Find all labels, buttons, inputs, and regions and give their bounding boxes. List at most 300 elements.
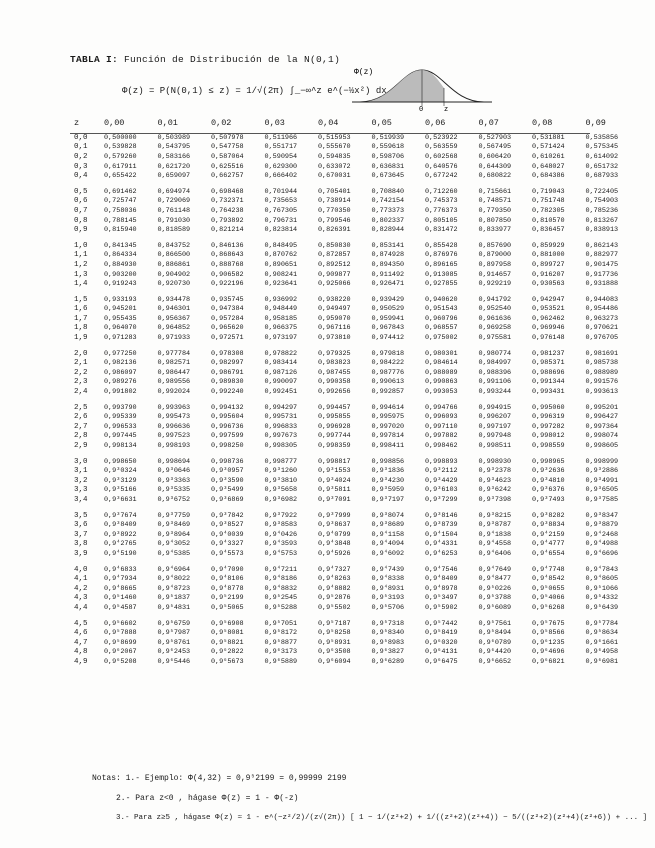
z-value: 3,5: [74, 511, 88, 520]
probability-cell: 0,9⁶5208: [104, 657, 137, 666]
probability-cell: 0,998250: [211, 442, 244, 451]
z-value: 1,1: [74, 251, 88, 260]
probability-cell: 0,807850: [478, 216, 512, 225]
probability-cell: 0,978822: [264, 349, 298, 358]
probability-cell: 0,9³7674: [104, 511, 137, 520]
probability-cell: 0,9⁴7546: [425, 565, 458, 574]
probability-cell: 0,9⁴5573: [211, 549, 244, 558]
probability-cell: 0,998650: [104, 457, 137, 466]
probability-cell: 0,9³7999: [318, 511, 351, 520]
probability-cell: 0,9⁵7187: [318, 619, 351, 628]
probability-cell: 0,971283: [104, 334, 137, 343]
probability-cell: 0,9⁴2765: [104, 540, 137, 549]
probability-cell: 0,899727: [532, 260, 565, 269]
probability-cell: 0,998856: [371, 457, 405, 466]
z-value: 3,3: [74, 486, 88, 495]
probability-cell: 0,779350: [478, 206, 512, 215]
probability-cell: 0,9⁵0655: [532, 584, 565, 593]
probability-cell: 0,997599: [211, 432, 244, 441]
probability-cell: 0,975581: [478, 334, 512, 343]
probability-cell: 0,742154: [371, 197, 405, 206]
probability-cell: 0,997282: [532, 422, 565, 431]
probability-cell: 0,9³7091: [318, 495, 351, 504]
probability-cell: 0,9⁴3052: [157, 540, 191, 549]
probability-cell: 0,9³3129: [104, 476, 137, 485]
probability-cell: 0,677242: [425, 172, 458, 181]
probability-cell: 0,9³8787: [478, 521, 512, 530]
probability-cell: 0,979325: [318, 349, 351, 358]
probability-cell: 0,691462: [104, 187, 137, 196]
probability-cell: 0,988696: [532, 368, 565, 377]
normal-curve-figure: [352, 62, 492, 112]
probability-cell: 0,972571: [211, 334, 244, 343]
probability-cell: 0,9⁴3593: [264, 540, 298, 549]
probability-cell: 0,989556: [157, 378, 191, 387]
probability-cell: 0,9³6869: [211, 495, 244, 504]
probability-cell: 0,988989: [585, 368, 619, 377]
title-label: TABLA I:: [70, 54, 119, 65]
probability-cell: 0,848495: [264, 241, 298, 250]
probability-cell: 0,983823: [318, 359, 351, 368]
probability-cell: 0,579260: [104, 152, 137, 161]
probability-cell: 0,722405: [585, 187, 619, 196]
probability-cell: 0,982136: [104, 359, 137, 368]
z-value: 0,8: [74, 216, 88, 225]
probability-cell: 0,935745: [211, 295, 244, 304]
table-row: [74, 574, 639, 584]
probability-cell: 0,987776: [371, 368, 405, 377]
probability-cell: 0,9⁶4420: [478, 648, 512, 657]
table-row: [74, 422, 639, 432]
probability-cell: 0,866500: [157, 251, 191, 260]
probability-cell: 0,994132: [211, 403, 244, 412]
z-value: 4,9: [74, 657, 88, 666]
probability-cell: 0,9⁶2822: [211, 648, 244, 657]
probability-cell: 0,938220: [318, 295, 351, 304]
probability-cell: 0,998511: [478, 442, 512, 451]
probability-cell: 0,9⁴1504: [425, 530, 458, 539]
probability-cell: 0,9³2112: [425, 467, 458, 476]
probability-cell: 0,996427: [585, 413, 619, 422]
probability-cell: 0,791030: [157, 216, 191, 225]
probability-cell: 0,9⁴8832: [264, 584, 298, 593]
probability-cell: 0,933193: [104, 295, 137, 304]
probability-cell: 0,9⁴7327: [318, 565, 351, 574]
probability-cell: 0,9⁴2468: [585, 530, 619, 539]
table-row: [74, 378, 639, 388]
probability-cell: 0,9⁶6289: [371, 657, 405, 666]
probability-cell: 0,982997: [211, 359, 244, 368]
probability-cell: 0,575345: [585, 143, 619, 152]
probability-cell: 0,9⁴2159: [532, 530, 565, 539]
probability-cell: 0,815940: [104, 226, 137, 235]
probability-cell: 0,868643: [211, 251, 244, 260]
probability-cell: 0,9⁴6253: [425, 549, 458, 558]
probability-cell: 0,959941: [371, 314, 405, 323]
probability-cell: 0,9⁵7675: [532, 619, 565, 628]
probability-cell: 0,9⁵2199: [211, 594, 244, 603]
probability-cell: 0,951543: [425, 305, 458, 314]
probability-cell: 0,9³3590: [211, 476, 244, 485]
table-row: [74, 412, 639, 422]
probability-cell: 0,925066: [318, 280, 351, 289]
table-row: [74, 279, 639, 289]
probability-cell: 0,996833: [264, 422, 298, 431]
probability-cell: 0,9⁴7649: [478, 565, 512, 574]
probability-cell: 0,9³4623: [478, 476, 512, 485]
probability-cell: 0,9⁵8634: [585, 629, 619, 638]
probability-cell: 0,9⁴8778: [211, 584, 244, 593]
probability-cell: 0,9⁴4988: [585, 540, 619, 549]
probability-cell: 0,9³6982: [264, 495, 298, 504]
probability-cell: 0,701944: [264, 187, 298, 196]
probability-cell: 0,998012: [532, 432, 565, 441]
table-row: [74, 520, 639, 530]
probability-cell: 0,982571: [157, 359, 191, 368]
probability-cell: 0,9⁴8409: [425, 575, 458, 584]
probability-cell: 0,973197: [264, 334, 298, 343]
probability-cell: 0,9⁴6833: [104, 565, 137, 574]
probability-cell: 0,872857: [318, 251, 351, 260]
probability-cell: 0,802337: [371, 216, 405, 225]
probability-cell: 0,9³7493: [532, 495, 565, 504]
probability-cell: 0,9⁴6092: [371, 549, 405, 558]
probability-cell: 0,9⁴8978: [425, 584, 458, 593]
probability-cell: 0,788145: [104, 216, 137, 225]
probability-cell: 0,9⁶4696: [532, 648, 565, 657]
z-value: 4,1: [74, 575, 88, 584]
probability-cell: 0,876976: [425, 251, 458, 260]
probability-cell: 0,673645: [371, 172, 405, 181]
probability-cell: 0,9⁶1661: [585, 638, 619, 647]
probability-cell: 0,994297: [264, 403, 298, 412]
probability-cell: 0,980301: [425, 349, 458, 358]
probability-cell: 0,958185: [264, 314, 298, 323]
probability-cell: 0,996928: [318, 422, 351, 431]
probability-cell: 0,995604: [211, 413, 244, 422]
column-header: 0,09: [585, 118, 606, 128]
z-value: 3,6: [74, 521, 88, 530]
z-value: 0,5: [74, 187, 88, 196]
probability-cell: 0,754903: [585, 197, 619, 206]
probability-cell: 0,993790: [104, 403, 137, 412]
probability-cell: 0,9³7842: [211, 511, 244, 520]
probability-cell: 0,9³8347: [585, 511, 619, 520]
table-row: [74, 638, 639, 648]
table-row: [74, 584, 639, 594]
probability-cell: 0,997814: [371, 432, 405, 441]
probability-cell: 0,853141: [371, 241, 405, 250]
probability-cell: 0,9³6631: [104, 495, 137, 504]
probability-cell: 0,793892: [211, 216, 244, 225]
cdf-formula: Φ(z) = P(N(0,1) ≤ z) = 1/√(2π) ∫_−∞^z e^(−½x²) dx: [122, 86, 387, 96]
probability-cell: 0,9³2886: [585, 467, 619, 476]
probability-cell: 0,9⁵5065: [211, 603, 244, 612]
probability-cell: 0,555670: [318, 143, 351, 152]
probability-cell: 0,507978: [211, 133, 244, 142]
z-value: 2,6: [74, 413, 88, 422]
probability-cell: 0,990863: [425, 378, 458, 387]
probability-cell: 0,651732: [585, 162, 619, 171]
probability-cell: 0,9⁶3827: [371, 648, 405, 657]
probability-cell: 0,9³8146: [425, 511, 458, 520]
probability-cell: 0,9³6103: [425, 486, 458, 495]
probability-cell: 0,993053: [425, 388, 458, 397]
z-value: 2,0: [74, 349, 88, 358]
probability-cell: 0,995060: [532, 403, 565, 412]
probability-cell: 0,970621: [585, 324, 619, 333]
probability-cell: 0,9⁵7987: [157, 629, 191, 638]
z-value: 0,0: [74, 133, 88, 142]
z-value: 4,5: [74, 619, 88, 628]
z-value: 1,9: [74, 334, 88, 343]
probability-cell: 0,988396: [478, 368, 512, 377]
probability-cell: 0,799546: [318, 216, 351, 225]
probability-cell: 0,9⁵8761: [157, 638, 191, 647]
probability-cell: 0,984997: [478, 359, 512, 368]
probability-cell: 0,922196: [211, 280, 244, 289]
probability-cell: 0,9⁶2453: [157, 648, 191, 657]
z-value: 2,5: [74, 403, 88, 412]
z-value: 0,3: [74, 162, 88, 171]
table-row: [74, 358, 639, 368]
probability-cell: 0,9⁵2545: [264, 594, 298, 603]
probability-cell: 0,9⁵8566: [532, 629, 565, 638]
z-value: 4,7: [74, 638, 88, 647]
probability-cell: 0,955435: [104, 314, 137, 323]
probability-cell: 0,9³7585: [585, 495, 619, 504]
probability-cell: 0,732371: [211, 197, 244, 206]
probability-cell: 0,989830: [211, 378, 244, 387]
probability-cell: 0,949497: [318, 305, 351, 314]
probability-cell: 0,705401: [318, 187, 351, 196]
probability-cell: 0,9⁵5502: [318, 603, 351, 612]
probability-cell: 0,9⁶6094: [318, 657, 351, 666]
probability-cell: 0,998559: [532, 442, 565, 451]
probability-cell: 0,998736: [211, 457, 244, 466]
probability-cell: 0,831472: [425, 226, 458, 235]
z-value: 1,3: [74, 270, 88, 279]
probability-cell: 0,621720: [157, 162, 191, 171]
probability-cell: 0,9³8583: [264, 521, 298, 530]
table-row: [74, 197, 639, 207]
probability-cell: 0,948449: [264, 305, 298, 314]
table-row: [74, 162, 639, 172]
probability-cell: 0,984222: [371, 359, 405, 368]
probability-cell: 0,9⁵7442: [425, 619, 458, 628]
probability-cell: 0,9⁴5385: [157, 549, 191, 558]
probability-cell: 0,911492: [371, 270, 405, 279]
column-header: 0,08: [532, 118, 553, 128]
probability-cell: 0,864334: [104, 251, 137, 260]
probability-cell: 0,855428: [425, 241, 458, 250]
probability-cell: 0,979818: [371, 349, 405, 358]
probability-cell: 0,968557: [425, 324, 458, 333]
probability-cell: 0,9³8689: [371, 521, 405, 530]
probability-cell: 0,997948: [478, 432, 512, 441]
probability-cell: 0,995855: [318, 413, 351, 422]
probability-cell: 0,906582: [211, 270, 244, 279]
probability-cell: 0,927855: [425, 280, 458, 289]
probability-cell: 0,959070: [318, 314, 351, 323]
z-value: 3,7: [74, 530, 88, 539]
table-row: [74, 441, 639, 451]
probability-cell: 0,894350: [371, 260, 405, 269]
probability-cell: 0,992024: [157, 388, 191, 397]
probability-cell: 0,882977: [585, 251, 619, 260]
probability-cell: 0,896165: [425, 260, 458, 269]
probability-cell: 0,644309: [478, 162, 512, 171]
probability-cell: 0,9⁴8542: [532, 575, 565, 584]
probability-cell: 0,997445: [104, 432, 137, 441]
probability-cell: 0,9⁴7211: [264, 565, 298, 574]
zero-label: 0: [419, 106, 424, 112]
probability-cell: 0,9⁶4958: [585, 648, 619, 657]
probability-cell: 0,986097: [104, 368, 137, 377]
probability-cell: 0,9⁴8186: [264, 575, 298, 584]
column-header: 0,01: [157, 118, 178, 128]
z-value: 1,6: [74, 305, 88, 314]
probability-cell: 0,9⁵8931: [318, 638, 351, 647]
probability-cell: 0,874928: [371, 251, 405, 260]
probability-cell: 0,995473: [157, 413, 191, 422]
table-row: [74, 565, 639, 575]
probability-cell: 0,9⁶5446: [157, 657, 191, 666]
probability-cell: 0,712260: [425, 187, 458, 196]
z-value: 2,3: [74, 378, 88, 387]
probability-cell: 0,981691: [585, 349, 619, 358]
probability-cell: 0,994457: [318, 403, 351, 412]
probability-cell: 0,583166: [157, 152, 191, 161]
z-value: 1,4: [74, 280, 88, 289]
probability-cell: 0,967843: [371, 324, 405, 333]
probability-cell: 0,993244: [478, 388, 512, 397]
z-header: z: [74, 118, 80, 128]
probability-cell: 0,9⁵6759: [157, 619, 191, 628]
z-value: 2,1: [74, 359, 88, 368]
probability-cell: 0,9⁴8106: [211, 575, 244, 584]
table-row: [74, 603, 639, 613]
z-value: 1,0: [74, 241, 88, 250]
probability-cell: 0,9³1836: [371, 467, 405, 476]
probability-cell: 0,694974: [157, 187, 191, 196]
probability-cell: 0,9³5811: [318, 486, 351, 495]
probability-cell: 0,670031: [318, 172, 351, 181]
probability-cell: 0,929219: [478, 280, 512, 289]
probability-cell: 0,944083: [585, 295, 619, 304]
probability-cell: 0,884930: [104, 260, 137, 269]
probability-cell: 0,725747: [104, 197, 137, 206]
probability-cell: 0,916207: [532, 270, 565, 279]
probability-cell: 0,9³8964: [157, 530, 191, 539]
probability-cell: 0,9³7759: [157, 511, 191, 520]
table-row: [74, 260, 639, 270]
probability-cell: 0,531881: [532, 133, 565, 142]
probability-cell: 0,957284: [211, 314, 244, 323]
probability-cell: 0,9⁵8699: [104, 638, 137, 647]
probability-cell: 0,543795: [157, 143, 191, 152]
z-value: 2,4: [74, 388, 88, 397]
probability-cell: 0,559618: [371, 143, 405, 152]
z-value: 4,3: [74, 594, 88, 603]
z-value: 4,6: [74, 629, 88, 638]
probability-cell: 0,602568: [425, 152, 458, 161]
probability-cell: 0,997197: [478, 422, 512, 431]
table-row: [74, 540, 639, 550]
probability-cell: 0,995975: [371, 413, 405, 422]
probability-cell: 0,551717: [264, 143, 298, 152]
probability-cell: 0,9³8834: [532, 521, 565, 530]
probability-cell: 0,9⁵7888: [104, 629, 137, 638]
probability-cell: 0,9³4429: [425, 476, 458, 485]
z-value: 1,7: [74, 314, 88, 323]
phi-label: Φ(z): [354, 68, 374, 77]
probability-cell: 0,991344: [532, 378, 565, 387]
probability-cell: 0,997110: [425, 422, 458, 431]
probability-cell: 0,998411: [371, 442, 405, 451]
z-value: 1,2: [74, 260, 88, 269]
probability-cell: 0,9⁴7090: [211, 565, 244, 574]
z-value: 4,4: [74, 603, 88, 612]
probability-cell: 0,940620: [425, 295, 458, 304]
probability-cell: 0,810570: [532, 216, 565, 225]
probability-cell: 0,9⁴4331: [425, 540, 458, 549]
probability-cell: 0,963273: [585, 314, 619, 323]
z-value: 0,6: [74, 197, 88, 206]
probability-cell: 0,9³5166: [104, 486, 137, 495]
probability-cell: 0,984614: [425, 359, 458, 368]
probability-cell: 0,9³7398: [478, 495, 512, 504]
probability-cell: 0,9⁴6406: [478, 549, 512, 558]
probability-cell: 0,761148: [157, 206, 191, 215]
probability-cell: 0,986447: [157, 368, 191, 377]
probability-cell: 0,776373: [425, 206, 458, 215]
probability-cell: 0,9³2636: [532, 467, 565, 476]
table-row: [74, 295, 639, 305]
column-header: 0,07: [478, 118, 499, 128]
probability-cell: 0,659097: [157, 172, 191, 181]
probability-cell: 0,881000: [532, 251, 565, 260]
probability-cell: 0,625516: [211, 162, 244, 171]
probability-cell: 0,680822: [478, 172, 512, 181]
probability-cell: 0,990358: [318, 378, 351, 387]
table-row: [74, 457, 639, 467]
table-title: [70, 54, 340, 65]
probability-cell: 0,9⁴1158: [371, 530, 405, 539]
probability-cell: 0,987455: [318, 368, 351, 377]
probability-cell: 0,996736: [211, 422, 244, 431]
table-row: [74, 648, 639, 658]
probability-cell: 0,985371: [532, 359, 565, 368]
probability-cell: 0,590954: [264, 152, 298, 161]
probability-cell: 0,511966: [264, 133, 298, 142]
probability-cell: 0,998605: [585, 442, 619, 451]
probability-cell: 0,931888: [585, 280, 619, 289]
probability-cell: 0,945201: [104, 305, 137, 314]
z-value: 4,8: [74, 648, 88, 657]
probability-cell: 0,687933: [585, 172, 619, 181]
probability-cell: 0,9⁴8338: [371, 575, 405, 584]
probability-cell: 0,934478: [157, 295, 191, 304]
probability-cell: 0,892512: [318, 260, 351, 269]
z-value: 3,1: [74, 467, 88, 476]
probability-cell: 0,9⁵5706: [371, 603, 405, 612]
probability-cell: 0,9⁴3327: [211, 540, 244, 549]
table-row: [74, 314, 639, 324]
probability-cell: 0,9⁶3508: [318, 648, 351, 657]
probability-cell: 0,9³3363: [157, 476, 191, 485]
probability-cell: 0,879000: [478, 251, 512, 260]
